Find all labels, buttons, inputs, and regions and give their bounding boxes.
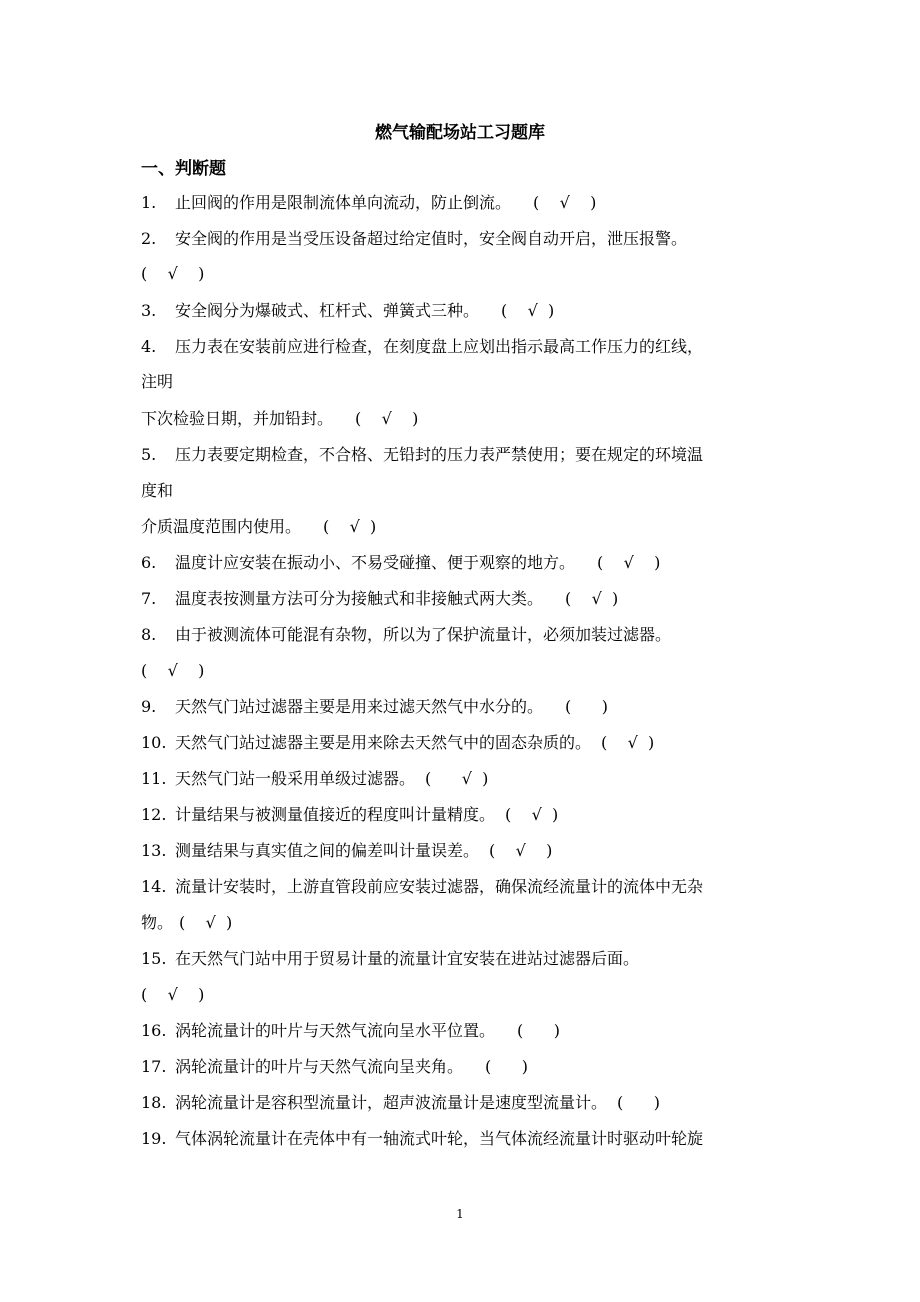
question-line: 介质温度范围内使用。 ( √ ): [141, 517, 377, 536]
document-title: 燃气输配场站工习题库: [375, 123, 545, 143]
question-line: 3. 安全阀分为爆破式、杠杆式、弹簧式三种。 ( √ ): [141, 301, 555, 320]
question-line: 17. 涡轮流量计的叶片与天然气流向呈夹角。 ( ): [141, 1057, 529, 1076]
question-line: 9. 天然气门站过滤器主要是用来过滤天然气中水分的。 ( ): [141, 697, 609, 716]
question-line: 18. 涡轮流量计是容积型流量计，超声波流量计是速度型流量计。 ( ): [141, 1093, 661, 1112]
question-line: ( √ ): [141, 985, 205, 1004]
question-line: 4. 压力表在安装前应进行检查，在刻度盘上应划出指示最高工作压力的红线，: [141, 337, 704, 356]
question-line: 1. 止回阀的作用是限制流体单向流动，防止倒流。 ( √ ): [141, 193, 597, 212]
question-line: 15. 在天然气门站中用于贸易计量的流量计宜安装在进站过滤器后面。: [141, 949, 640, 968]
question-line: 14. 流量计安装时，上游直管段前应安装过滤器，确保流经流量计的流体中无杂: [141, 877, 704, 896]
question-line: ( √ ): [141, 661, 205, 680]
question-line: 下次检验日期，并加铅封。 ( √ ): [141, 409, 419, 428]
question-line: 8. 由于被测流体可能混有杂物，所以为了保护流量计，必须加装过滤器。: [141, 625, 672, 644]
question-line: 5. 压力表要定期检查，不合格、无铅封的压力表严禁使用；要在规定的环境温: [141, 445, 704, 464]
question-line: 11. 天然气门站一般采用单级过滤器。 ( √ ): [141, 769, 489, 788]
section-heading: 一、判断题: [141, 159, 226, 179]
question-line: 注明: [141, 372, 174, 391]
question-line: 7. 温度表按测量方法可分为接触式和非接触式两大类。 ( √ ): [141, 589, 619, 608]
question-line: 6. 温度计应安装在振动小、不易受碰撞、便于观察的地方。 ( √ ): [141, 553, 661, 572]
question-line: 10. 天然气门站过滤器主要是用来除去天然气中的固态杂质的。 ( √ ): [141, 733, 655, 752]
question-line: 12. 计量结果与被测量值接近的程度叫计量精度。 ( √ ): [141, 805, 559, 824]
question-line: 16. 涡轮流量计的叶片与天然气流向呈水平位置。 ( ): [141, 1021, 561, 1040]
question-line: 19. 气体涡轮流量计在壳体中有一轴流式叶轮，当气体流经流量计时驱动叶轮旋: [141, 1129, 704, 1148]
page-number: 1: [456, 1207, 464, 1221]
question-line: ( √ ): [141, 264, 205, 283]
question-line: 13. 测量结果与真实值之间的偏差叫计量误差。 ( √ ): [141, 841, 553, 860]
question-line: 度和: [141, 481, 174, 500]
question-line: 2. 安全阀的作用是当受压设备超过给定值时，安全阀自动开启，泄压报警。: [141, 229, 688, 248]
question-line: 物。 ( √ ): [141, 913, 233, 932]
